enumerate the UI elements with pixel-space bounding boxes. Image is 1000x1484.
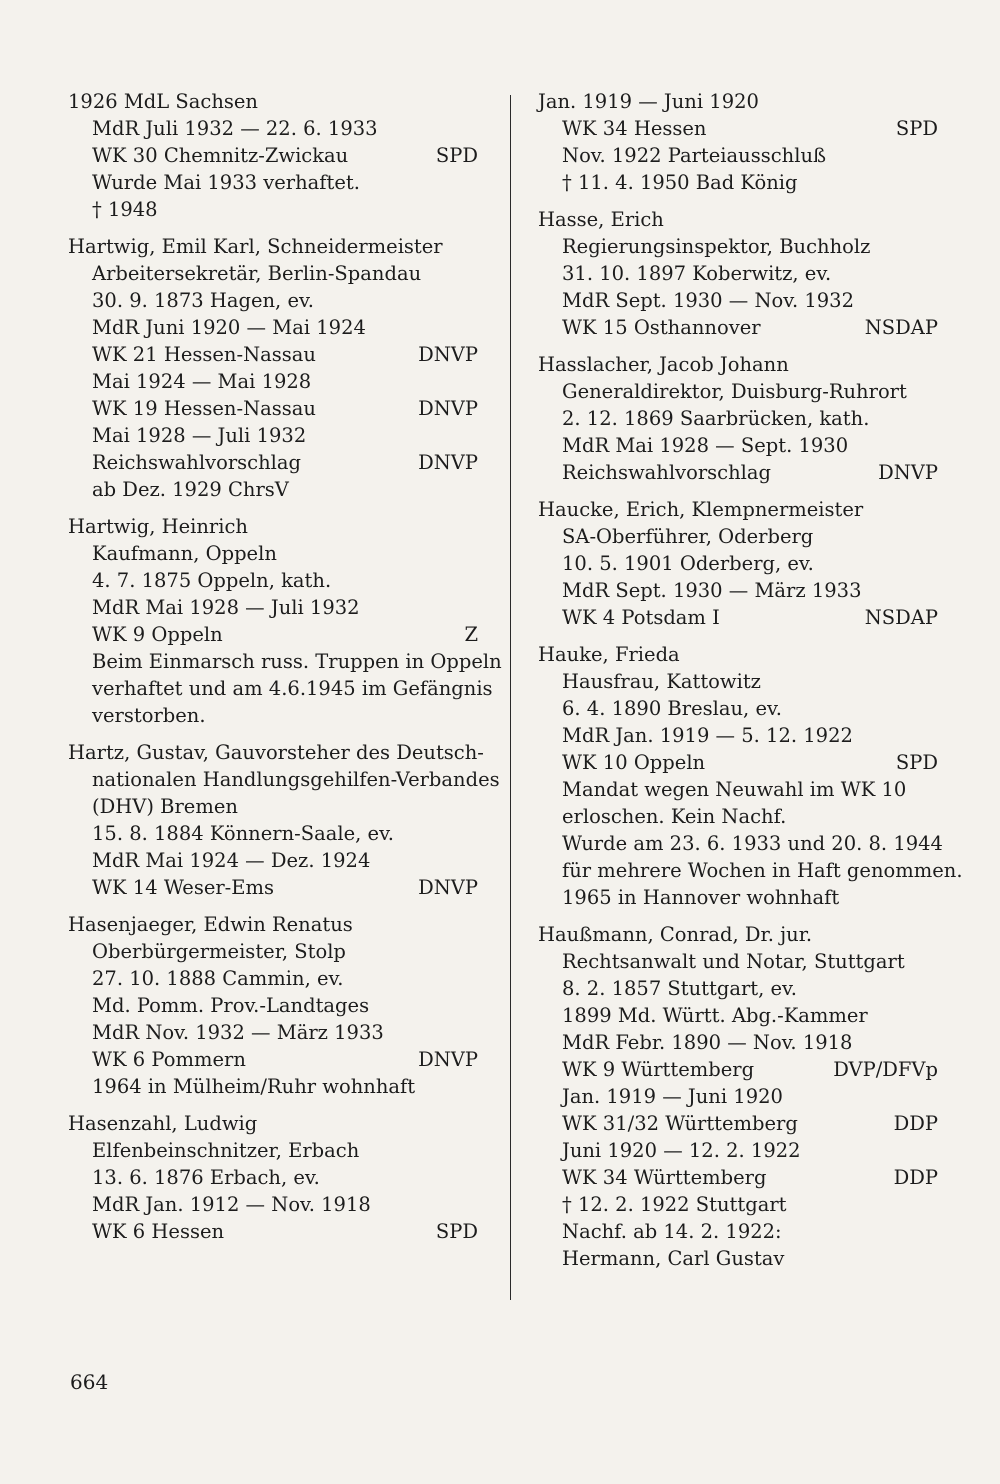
entry-text: erloschen. Kein Nachf. <box>562 805 787 828</box>
entry-text: 30. 9. 1873 Hagen, ev. <box>92 289 314 312</box>
entry-text: MdR Mai 1924 — Dez. 1924 <box>92 849 371 872</box>
entry-text: MdR Mai 1928 — Juli 1932 <box>92 596 360 619</box>
entry-text: Hartwig, Emil Karl, Schneidermeister <box>68 235 443 258</box>
left-column <box>68 88 502 1255</box>
entry-line <box>538 550 938 577</box>
entry-line <box>538 975 938 1002</box>
entry-text: Hasenzahl, Ludwig <box>68 1112 258 1135</box>
entry-text: WK 21 Hessen-Nassau <box>92 343 316 366</box>
entry-line <box>538 776 938 803</box>
entry-text: † 1948 <box>92 198 158 221</box>
entry-line <box>68 1164 478 1191</box>
party-label: SPD <box>895 751 938 774</box>
entry-text: † 11. 4. 1950 Bad König <box>562 171 798 194</box>
party-label: DVP/DFVp <box>833 1058 938 1081</box>
entry-line <box>538 1191 938 1218</box>
entry-line <box>68 115 478 142</box>
entry-line <box>538 115 938 142</box>
party-label: DNVP <box>418 343 478 366</box>
entry-line <box>538 1137 938 1164</box>
entry-line <box>68 621 478 648</box>
entry-heading-line <box>68 739 484 766</box>
entry-text: WK 10 Oppeln <box>562 751 706 774</box>
entry-text: Oberbürgermeister, Stolp <box>92 940 346 963</box>
entry-line <box>538 749 938 776</box>
entry-line <box>538 1056 938 1083</box>
party-label: SPD <box>895 117 938 140</box>
entry-heading-line <box>538 206 938 233</box>
entry-text: Md. Pomm. Prov.-Landtages <box>92 994 370 1017</box>
entry-line <box>68 449 478 476</box>
entry-text: MdR Sept. 1930 — März 1933 <box>562 579 862 602</box>
entry-heading-line <box>538 351 938 378</box>
entry-line <box>68 1019 478 1046</box>
party-label: NSDAP <box>864 606 938 629</box>
entry-line <box>68 1218 478 1245</box>
entry-heading-line <box>68 911 478 938</box>
entry-line <box>538 523 938 550</box>
entry-line <box>538 405 938 432</box>
party-label: DNVP <box>878 461 938 484</box>
entry-line <box>538 233 938 260</box>
party-label: DDP <box>893 1166 938 1189</box>
entry-line <box>68 341 478 368</box>
entry-text: WK 14 Weser-Ems <box>92 876 275 899</box>
entry-text: MdR Sept. 1930 — Nov. 1932 <box>562 289 854 312</box>
entry-line <box>538 1110 938 1137</box>
entry-line <box>538 857 963 884</box>
entry-text: Nachf. ab 14. 2. 1922: <box>562 1220 782 1243</box>
entry-text: Elfenbeinschnitzer, Erbach <box>92 1139 360 1162</box>
entry-line <box>68 874 478 901</box>
biography-entry <box>538 88 938 196</box>
entry-text: verhaftet und am 4.6.1945 im Gefängnis <box>92 677 493 700</box>
entry-heading-line <box>68 513 478 540</box>
biography-entry <box>68 739 500 901</box>
entry-text: Nov. 1922 Parteiausschluß <box>562 144 827 167</box>
entry-line <box>538 884 938 911</box>
entry-text: 2. 12. 1869 Saarbrücken, kath. <box>562 407 870 430</box>
entry-text: Reichswahlvorschlag <box>562 461 771 484</box>
entry-text: WK 34 Württemberg <box>562 1166 767 1189</box>
entry-text: Mandat wegen Neuwahl im WK 10 <box>562 778 907 801</box>
entry-line <box>68 847 478 874</box>
entry-text: 6. 4. 1890 Breslau, ev. <box>562 697 782 720</box>
entry-text: Generaldirektor, Duisburg-Ruhrort <box>562 380 907 403</box>
entry-text: MdR Febr. 1890 — Nov. 1918 <box>562 1031 853 1054</box>
entry-line <box>68 594 478 621</box>
biography-entry <box>68 233 478 503</box>
entry-line <box>68 368 478 395</box>
entry-line <box>538 577 938 604</box>
entry-line <box>538 169 938 196</box>
entry-line <box>68 422 478 449</box>
biography-entry <box>538 641 963 911</box>
entry-line <box>68 1137 478 1164</box>
entry-line <box>68 938 478 965</box>
entry-line <box>538 948 938 975</box>
party-label: DDP <box>893 1112 938 1135</box>
biography-entry <box>538 921 938 1272</box>
entry-text: Hasenjaeger, Edwin Renatus <box>68 913 353 936</box>
entry-text: WK 6 Pommern <box>92 1048 246 1071</box>
entry-text: Haußmann, Conrad, Dr. jur. <box>538 923 813 946</box>
biography-entry <box>68 1110 478 1245</box>
entry-text: Hauke, Frieda <box>538 643 680 666</box>
entry-text: 1899 Md. Württ. Abg.-Kammer <box>562 1004 868 1027</box>
entry-text: WK 9 Oppeln <box>92 623 223 646</box>
entry-line <box>538 287 938 314</box>
biography-entry <box>68 513 502 729</box>
entry-text: WK 34 Hessen <box>562 117 707 140</box>
entry-text: Haucke, Erich, Klempnermeister <box>538 498 864 521</box>
entry-text: Mai 1928 — Juli 1932 <box>92 424 307 447</box>
entry-line <box>538 604 938 631</box>
entry-text: MdR Juli 1932 — 22. 6. 1933 <box>92 117 378 140</box>
entry-text: Arbeitersekretär, Berlin-Spandau <box>92 262 422 285</box>
entry-line <box>68 169 478 196</box>
entry-text: † 12. 2. 1922 Stuttgart <box>562 1193 787 1216</box>
entry-line <box>68 314 478 341</box>
biography-entry <box>68 88 478 223</box>
entry-heading-line <box>538 921 938 948</box>
entry-line <box>68 1191 478 1218</box>
entry-text: WK 30 Chemnitz-Zwickau <box>92 144 349 167</box>
entry-text: MdR Juni 1920 — Mai 1924 <box>92 316 366 339</box>
entry-text: 27. 10. 1888 Cammin, ev. <box>92 967 344 990</box>
entry-line <box>68 260 478 287</box>
entry-line <box>538 432 938 459</box>
entry-line <box>68 965 478 992</box>
entry-text: Hasslacher, Jacob Johann <box>538 353 789 376</box>
entry-line <box>68 675 493 702</box>
entry-text: 15. 8. 1884 Könnern-Saale, ev. <box>92 822 394 845</box>
entry-line <box>68 702 478 729</box>
entry-heading-line <box>68 1110 478 1137</box>
entry-text: Regierungsinspektor, Buchholz <box>562 235 871 258</box>
column-divider <box>510 95 511 1300</box>
entry-line <box>68 395 478 422</box>
entry-text: MdR Jan. 1912 — Nov. 1918 <box>92 1193 371 1216</box>
entry-line <box>68 1046 478 1073</box>
entry-text: 10. 5. 1901 Oderberg, ev. <box>562 552 814 575</box>
entry-line <box>538 1164 938 1191</box>
entry-text: WK 19 Hessen-Nassau <box>92 397 316 420</box>
entry-line <box>538 1245 938 1272</box>
party-label: NSDAP <box>864 316 938 339</box>
biography-entry <box>538 206 938 341</box>
entry-text: Mai 1924 — Mai 1928 <box>92 370 312 393</box>
entry-heading-line <box>68 88 478 115</box>
party-label: DNVP <box>418 876 478 899</box>
entry-heading-line <box>538 641 938 668</box>
entry-heading-line <box>538 88 938 115</box>
entry-line <box>68 793 478 820</box>
entry-text: Juni 1920 — 12. 2. 1922 <box>562 1139 801 1162</box>
party-label: DNVP <box>418 451 478 474</box>
entry-line <box>68 766 500 793</box>
entry-line <box>538 695 938 722</box>
entry-line <box>538 1218 938 1245</box>
entry-line <box>68 476 478 503</box>
entry-text: Hasse, Erich <box>538 208 664 231</box>
entry-text: ab Dez. 1929 ChrsV <box>92 478 289 501</box>
entry-line <box>68 1073 478 1100</box>
entry-line <box>538 1029 938 1056</box>
party-label: DNVP <box>418 1048 478 1071</box>
entry-text: Wurde am 23. 6. 1933 und 20. 8. 1944 <box>562 832 943 855</box>
entry-text: (DHV) Bremen <box>92 795 238 818</box>
entry-text: Wurde Mai 1933 verhaftet. <box>92 171 360 194</box>
entry-text: 1926 MdL Sachsen <box>68 90 258 113</box>
entry-line <box>538 668 938 695</box>
party-label: SPD <box>435 1220 478 1243</box>
entry-text: nationalen Handlungsgehilfen-Verbandes <box>92 768 500 791</box>
entry-text: Jan. 1919 — Juni 1920 <box>562 1085 783 1108</box>
entry-text: Beim Einmarsch russ. Truppen in Oppeln <box>92 650 502 673</box>
entry-text: 1965 in Hannover wohnhaft <box>562 886 840 909</box>
biography-entry <box>538 351 938 486</box>
entry-text: 13. 6. 1876 Erbach, ev. <box>92 1166 320 1189</box>
entry-line <box>538 142 938 169</box>
entry-heading-line <box>538 496 938 523</box>
entry-text: WK 31/32 Württemberg <box>562 1112 798 1135</box>
entry-line <box>538 1083 938 1110</box>
entry-line <box>68 142 478 169</box>
right-column <box>538 88 963 1282</box>
entry-line <box>68 567 478 594</box>
entry-text: Hartwig, Heinrich <box>68 515 248 538</box>
entry-text: 1964 in Mülheim/Ruhr wohnhaft <box>92 1075 416 1098</box>
entry-heading-line <box>68 233 478 260</box>
entry-line <box>68 648 502 675</box>
entry-text: Jan. 1919 — Juni 1920 <box>538 90 759 113</box>
entry-line <box>538 803 938 830</box>
entry-text: 31. 10. 1897 Koberwitz, ev. <box>562 262 832 285</box>
entry-text: verstorben. <box>92 704 206 727</box>
entry-line <box>68 196 478 223</box>
entry-text: 8. 2. 1857 Stuttgart, ev. <box>562 977 797 1000</box>
entry-text: WK 9 Württemberg <box>562 1058 755 1081</box>
entry-line <box>68 287 478 314</box>
entry-text: WK 6 Hessen <box>92 1220 225 1243</box>
party-label: SPD <box>435 144 478 167</box>
biography-entry <box>68 911 478 1100</box>
entry-text: Hartz, Gustav, Gauvorsteher des Deutsch- <box>68 741 484 764</box>
entry-text: Hermann, Carl Gustav <box>562 1247 785 1270</box>
entry-line <box>68 820 478 847</box>
entry-line <box>538 378 938 405</box>
entry-text: MdR Mai 1928 — Sept. 1930 <box>562 434 849 457</box>
entry-line <box>538 1002 938 1029</box>
biography-entry <box>538 496 938 631</box>
entry-line <box>538 260 938 287</box>
entry-line <box>538 459 938 486</box>
entry-text: WK 15 Osthannover <box>562 316 761 339</box>
page-number: 664 <box>70 1370 109 1394</box>
entry-text: 4. 7. 1875 Oppeln, kath. <box>92 569 332 592</box>
entry-text: für mehrere Wochen in Haft genommen. <box>562 859 963 882</box>
entry-line <box>68 540 478 567</box>
entry-text: Hausfrau, Kattowitz <box>562 670 761 693</box>
entry-text: Kaufmann, Oppeln <box>92 542 277 565</box>
entry-line <box>538 830 943 857</box>
entry-line <box>68 992 478 1019</box>
entry-text: MdR Jan. 1919 — 5. 12. 1922 <box>562 724 853 747</box>
entry-text: Reichswahlvorschlag <box>92 451 301 474</box>
entry-text: WK 4 Potsdam I <box>562 606 720 629</box>
party-label: Z <box>464 623 478 646</box>
party-label: DNVP <box>418 397 478 420</box>
entry-text: Rechtsanwalt und Notar, Stuttgart <box>562 950 905 973</box>
entry-line <box>538 314 938 341</box>
entry-line <box>538 722 938 749</box>
entry-text: MdR Nov. 1932 — März 1933 <box>92 1021 384 1044</box>
entry-text: SA-Oberführer, Oderberg <box>562 525 814 548</box>
